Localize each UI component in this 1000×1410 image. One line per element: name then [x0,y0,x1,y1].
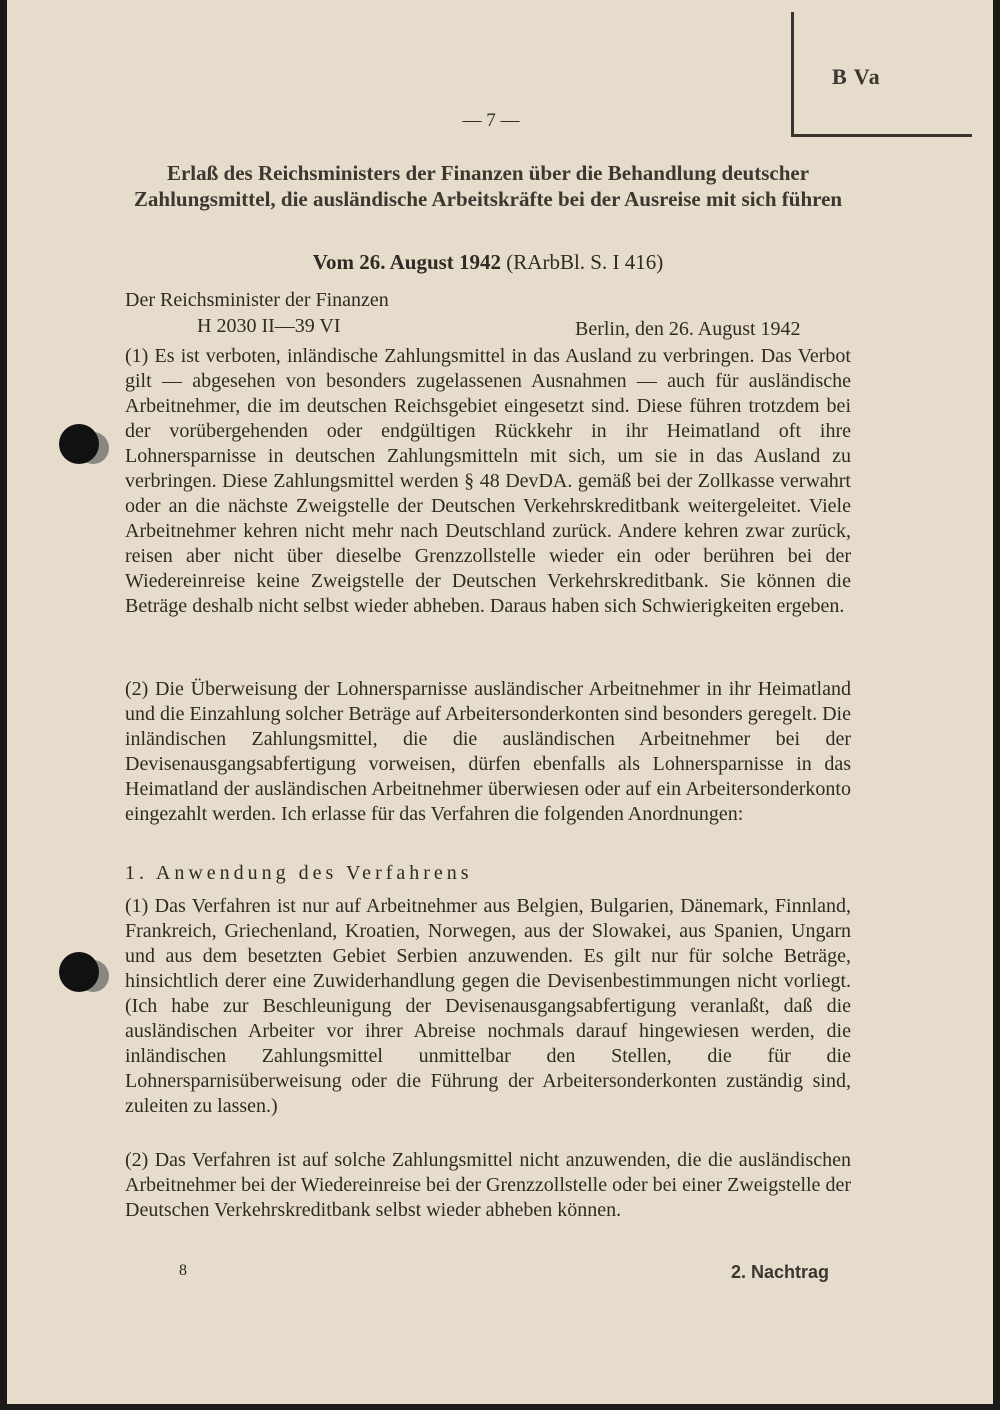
footer-sheet-number: 8 [179,1262,187,1279]
date-line-bold: Vom 26. August 1942 [312,250,502,274]
page-number: — 7 — [462,110,520,131]
paragraph-4-text: (2) Das Verfahren ist auf solche Zahlungsmittel nicht anzuwenden, die die ausländischen Arbeitnehmer bei der Wiedereinreise bei der Grenzzollstelle oder bei einer Zweigstelle der Deutschen Verkehrskreditbank selbst wieder abheben können. [125,1149,851,1221]
archive-stamp-box [791,12,972,137]
footer-supplement-label: 2. Nachtrag [731,1262,830,1282]
paragraph-1 [125,344,851,619]
place-date: Berlin, den 26. August 1942 [575,318,801,340]
reference-number: H 2030 II—39 VI [197,315,341,337]
punch-hole-bottom [59,952,99,992]
punch-hole-top [59,424,99,464]
paragraph-2-text: (2) Die Überweisung der Lohnersparnisse ausländischer Arbeitnehmer in ihr Heimatland und die Einzahlung solcher Beträge auf Arbeitersonderkonten sind besonders geregelt. Die inländischen Zahlungsmittel, die die ausländischen Arbeitnehmer bei der Devisenausgangsabfertigung vorweisen, dürfen ebenfalls als Lohnersparnisse in das Heimatland der ausländischen Arbeitnehmer überwiesen oder auf ein Arbeitersonderkonto eingezahlt werden. Ich erlasse für das Verfahren die folgenden Anordnungen: [125,678,851,825]
stamp-label: B Va [832,64,881,89]
sender: Der Reichsminister der Finanzen [125,289,389,311]
section-heading: 1. Anwendung des Verfahrens [125,862,473,884]
date-line [125,250,851,275]
paragraph-4 [125,1148,851,1223]
date-line-source: (RArbBl. S. I 416) [501,250,664,274]
paragraph-3 [125,894,851,1119]
paragraph-1-text: (1) Es ist verboten, inländische Zahlungsmittel in das Ausland zu verbringen. Das Verbot gilt — abgesehen von besonders zugelassenen Ausnahmen — auch für ausländische Arbeitnehmer, die im deutschen Reichsgebiet eingesetzt sind. Diese führen trotzdem bei der vorübergehenden oder endgültigen Rückkehr in ihr Heimatland oft ihre Lohnersparnisse in deutschen Zahlungsmitteln mit sich, um sie in das Ausland zu verbringen. Diese Zahlungsmittel werden § 48 DevDA. gemäß bei der Zollkasse verwahrt oder an die nächste Zweigstelle der Deutschen Verkehrskreditbank weitergeleitet. Viele Arbeitnehmer kehren nicht mehr nach Deutschland zurück. Andere kehren zwar zurück, reisen aber nicht über dieselbe Grenzzollstelle wieder ein oder berühren bei der Wiedereinreise keine Zweigstelle der Deutschen Verkehrskreditbank. Sie können die Beträge deshalb nicht selbst wieder abheben. Daraus haben sich Schwierigkeiten ergeben. [125,345,851,617]
document-title: Erlaß des Reichsministers der Finanzen über die Behandlung deutscher Zahlungsmittel, die ausländische Arbeitskräfte bei der Ausreise mit sich führen [133,161,843,211]
paragraph-2 [125,677,851,827]
document-page [7,0,993,1404]
paragraph-3-text: (1) Das Verfahren ist nur auf Arbeitnehmer aus Belgien, Bulgarien, Dänemark, Finnland, Frankreich, Griechenland, Kroatien, Norwegen, aus der Slowakei, aus Spanien, Ungarn und aus dem besetzten Gebiet Serbien anzuwenden. Es gilt nur für solche Beträge, hinsichtlich derer eine Zuwiderhandlung gegen die Devisenbestimmungen nicht vorliegt. (Ich habe zur Beschleunigung der Devisenausgangsabfertigung veranlaßt, daß die ausländischen Arbeiter vor ihrer Abreise nochmals darauf hingewiesen werden, die inländischen Zahlungsmittel unmittelbar den Stellen, die für die Lohnersparnisüberweisung oder die Führung der Arbeitersonderkonten zuständig sind, zuleiten zu lassen.) [125,895,851,1117]
